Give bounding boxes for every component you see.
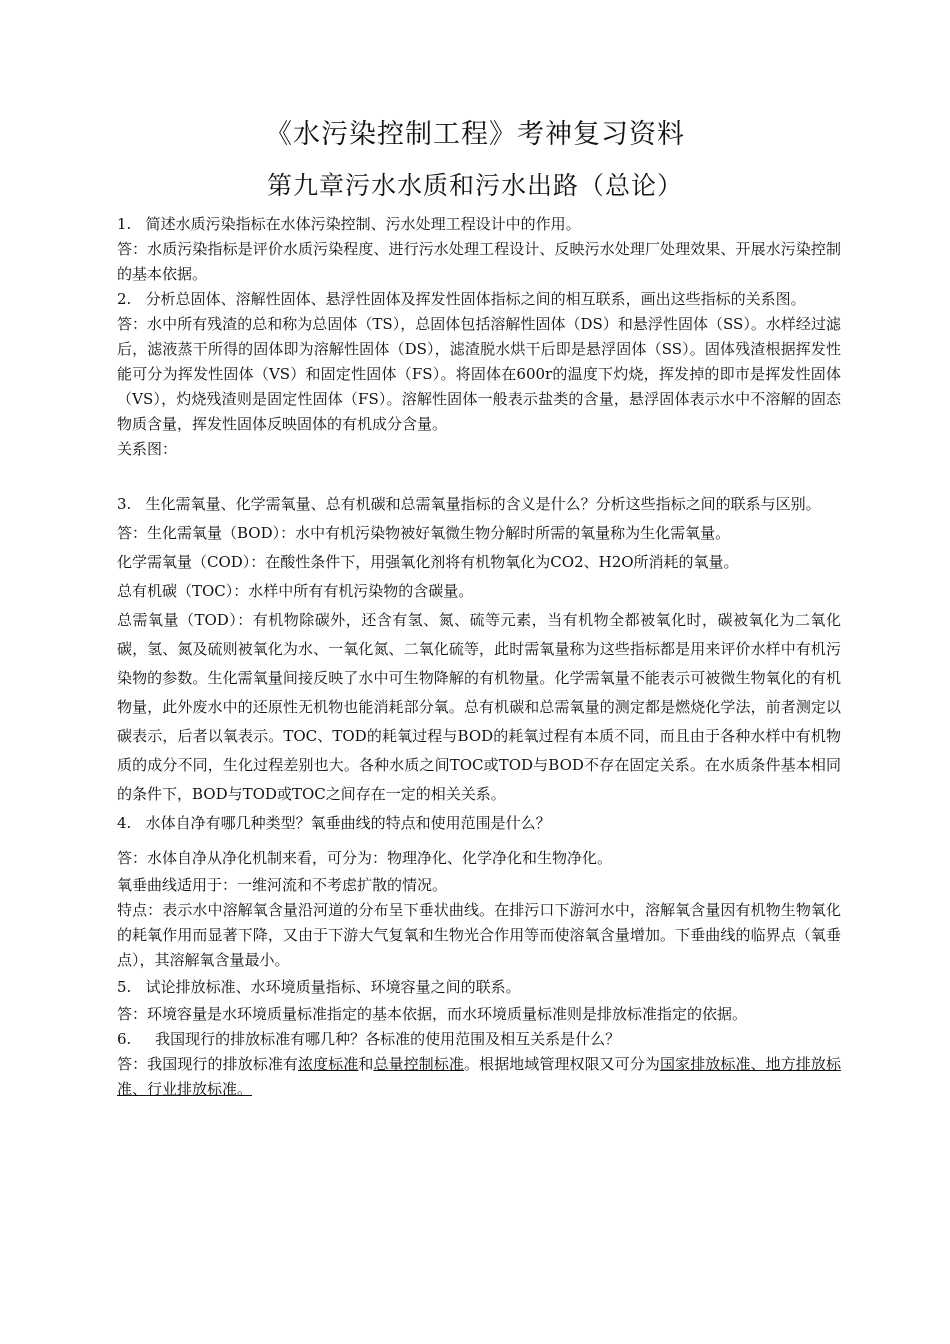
question-4: 4. 水体自净有哪几种类型？氧垂曲线的特点和使用范围是什么？ [117, 814, 551, 832]
answer-6-and: 和 [358, 1055, 374, 1073]
question-1: 1. 简述水质污染指标在水体污染控制、污水处理工程设计中的作用。 [117, 215, 581, 233]
answer-4-feature: 特点：表示水中溶解氧含量沿河道的分布呈下垂状曲线。在排污口下游河水中，溶解氧含量因有机物生物氧化的耗氧作用而显著下降，又由于下游大气复氧和生物光合作用等而使溶氧含量增加。下垂曲线的临界点（氧垂点），其溶解氧含量最小。 [117, 901, 841, 969]
answer-5: 答：环境容量是水环境质量标准指定的基本依据，而水环境质量标准则是排放标准指定的依据。 [117, 1005, 748, 1023]
document-body [117, 212, 841, 1102]
answer-3-cod: 化学需氧量（COD）：在酸性条件下，用强氧化剂将有机物氧化为CO2、H2O所消耗的氧量。 [117, 553, 739, 571]
answer-6-prefix: 答：我国现行的排放标准有 [117, 1055, 298, 1073]
question-5: 5. 试论排放标准、水环境质量指标、环境容量之间的联系。 [117, 978, 521, 996]
section-3 [117, 490, 841, 838]
answer-4-types: 答：水体自净从净化机制来看，可分为：物理净化、化学净化和生物净化。 [117, 849, 613, 867]
question-3: 3. 生化需氧量、化学需氧量、总有机碳和总需氧量指标的含义是什么？分析这些指标之间的联系与区别。 [117, 495, 821, 513]
answer-3-tod: 总需氧量（TOD）：有机物除碳外，还含有氢、氮、硫等元素，当有机物全都被氧化时，碳被氧化为二氧化碳，氢、氮及硫则被氧化为水、一氧化氮、二氧化硫等，此时需氧量称为这些指标都是用来评价水样中有机污染物的参数。生化需氧量间接反映了水中可生物降解的有机物量。化学需氧量不能表示可被微生物氧化的有机物量，此外废水中的还原性无机物也能消耗部分氧。总有机碳和总需氧量的测定都是燃烧化学法，前者测定以碳表示，后者以氧表示。TOC、TOD的耗氧过程与BOD的耗氧过程有本质不同，而且由于各种水样中有机物质的成分不同，生化过程差别也大。各种水质之间TOC或TOD与BOD不存在固定关系。在水质条件基本相同的条件下，BOD与TOD或TOC之间存在一定的相关关系。 [117, 611, 841, 803]
diagram-placeholder [117, 462, 841, 490]
answer-6-mid: 。根据地域管理权限又可分为 [463, 1055, 661, 1073]
document-title: 《水污染控制工程》考神复习资料 [265, 119, 685, 150]
question-2: 2. 分析总固体、溶解性固体、悬浮性固体及挥发性固体指标之间的相互联系，画出这些指标的关系图。 [117, 290, 806, 308]
answer-6-standard-types: 国家排放标准、地方排放标准、行业排放标准。 [117, 1055, 841, 1098]
answer-3-bod: 答：生化需氧量（BOD）：水中有机污染物被好氧微生物分解时所需的氧量称为生化需氧量。 [117, 524, 731, 542]
answer-6 [117, 1052, 841, 1102]
answer-6-concentration-standard: 浓度标准 [298, 1055, 359, 1073]
answer-2: 答：水中所有残渣的总和称为总固体（TS），总固体包括溶解性固体（DS）和悬浮性固体（SS）。水样经过滤后，滤液蒸干所得的固体即为溶解性固体（DS），滤渣脱水烘干后即是悬浮固体（SS）。固体残渣根据挥发性能可分为挥发性固体（VS）和固定性固体（FS）。将固体在600r的温度下灼烧，挥发掉的即市是挥发性固体（VS），灼烧残渣则是固定性固体（FS）。溶解性固体一般表示盐类的含量，悬浮固体表示水中不溶解的固态物质含量，挥发性固体反映固体的有机成分含量。 [117, 315, 841, 433]
answer-1: 答：水质污染指标是评价水质污染程度、进行污水处理工程设计、反映污水处理厂处理效果、开展水污染控制的基本依据。 [117, 240, 841, 283]
diagram-label: 关系图： [117, 440, 178, 458]
answer-6-total-control-standard: 总量控制标准 [373, 1055, 464, 1073]
question-6: 6. 我国现行的排放标准有哪几种？各标准的使用范围及相互关系是什么？ [117, 1030, 621, 1048]
answer-3-toc: 总有机碳（TOC）：水样中所有有机污染物的含碳量。 [117, 582, 474, 600]
answer-4-scope: 氧垂曲线适用于：一维河流和不考虑扩散的情况。 [117, 876, 448, 894]
chapter-title: 第九章污水水质和污水出路（总论） [266, 171, 683, 200]
